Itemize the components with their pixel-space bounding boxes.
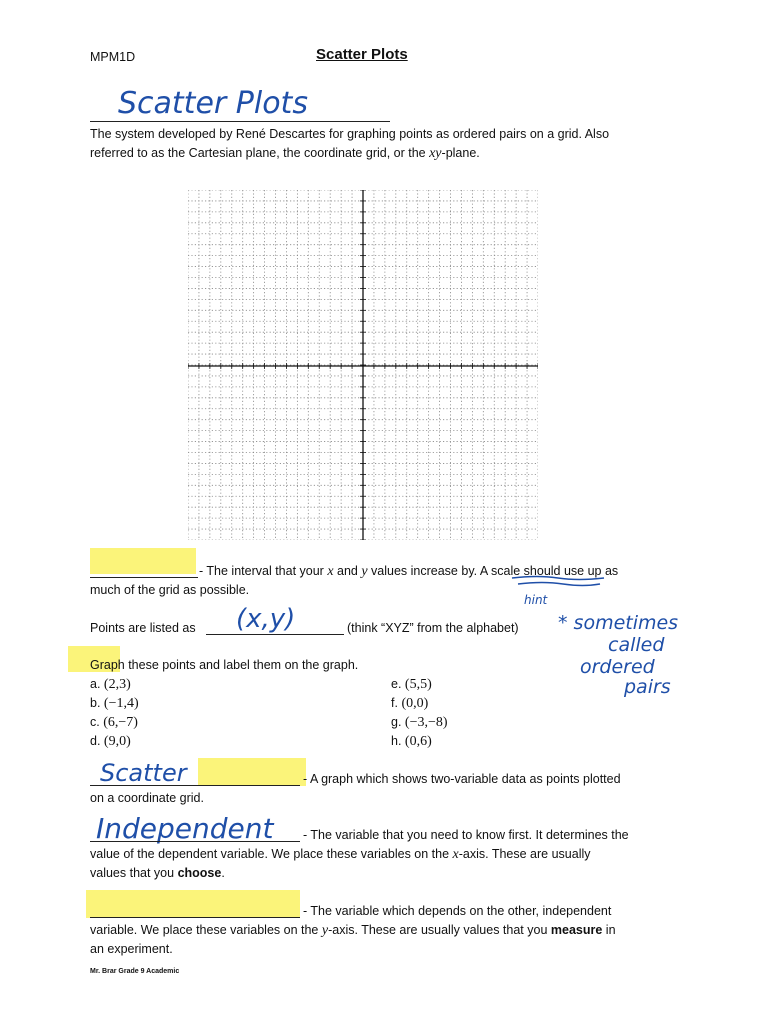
answer-line [90,121,390,122]
dependent-definition-line-2: variable. We place these variables on the y-axis. These are usually values that you measure in [90,923,616,938]
handwritten-note-pairs: pairs [624,676,671,698]
scale-definition-line-2: much of the grid as possible. [90,583,250,597]
handwritten-term-scatter: Scatter [100,759,187,787]
scatter-definition-line-1: - A graph which shows two-variable data as points plotted [303,772,621,786]
point-item: e. (5,5) [391,677,432,692]
point-item: g. (−3,−8) [391,715,448,730]
point-item: d. (9,0) [90,734,131,749]
answer-line [90,917,300,918]
answer-line [90,841,300,842]
definition-line-1: The system developed by René Descartes for graphing points as ordered pairs on a grid. Also [90,127,610,141]
coordinate-grid [188,190,538,540]
footer-author: Mr. Brar Grade 9 Academic [90,968,180,975]
point-item: c. (6,−7) [90,715,138,730]
handwritten-term-scatter-plots: Scatter Plots [118,86,308,121]
answer-line [206,634,344,635]
point-item: h. (0,6) [391,734,432,749]
point-item: f. (0,0) [391,696,429,711]
independent-definition-line-3: values that you choose. [90,866,225,880]
highlight-dependent [86,890,300,918]
handwritten-term-independent: Independent [96,812,274,845]
scale-definition-line-1: - The interval that your x and y values increase by. A scale should use up as [199,564,619,579]
independent-definition-line-1: - The variable that you need to know first. It determines the [303,828,629,842]
dependent-definition-line-1: - The variable which depends on the other, independent [303,904,612,918]
answer-line [90,577,198,578]
highlight-scale [90,548,196,574]
definition-line-2: referred to as the Cartesian plane, the coordinate grid, or the xy-plane. [90,146,480,161]
points-listed-hint: (think “XYZ” from the alphabet) [347,621,519,635]
handwritten-note-ordered: ordered [580,656,655,678]
handwritten-note-called: called [608,634,665,656]
points-listed-label: Points are listed as [90,621,196,635]
point-item: b. (−1,4) [90,696,139,711]
points-list-left [90,675,139,751]
independent-definition-line-2: value of the dependent variable. We place these variables on the x-axis. These are usually [90,847,591,862]
scatter-definition-line-2: on a coordinate grid. [90,791,204,805]
answer-line [90,785,300,786]
handwritten-underline [508,574,608,588]
handwritten-note-sometimes: * sometimes [558,612,679,634]
highlight-scatter [198,758,306,786]
handwritten-note-hint: hint [524,593,548,607]
point-item: a. (2,3) [90,677,131,692]
dependent-definition-line-3: an experiment. [90,942,173,956]
course-code: MPM1D [90,50,136,64]
exercise-instruction: Graph these points and label them on the graph. [90,658,359,672]
handwritten-answer-ordered-pair: (x,y) [236,604,296,634]
points-list-right [391,675,448,751]
page-title: Scatter Plots [316,46,408,63]
